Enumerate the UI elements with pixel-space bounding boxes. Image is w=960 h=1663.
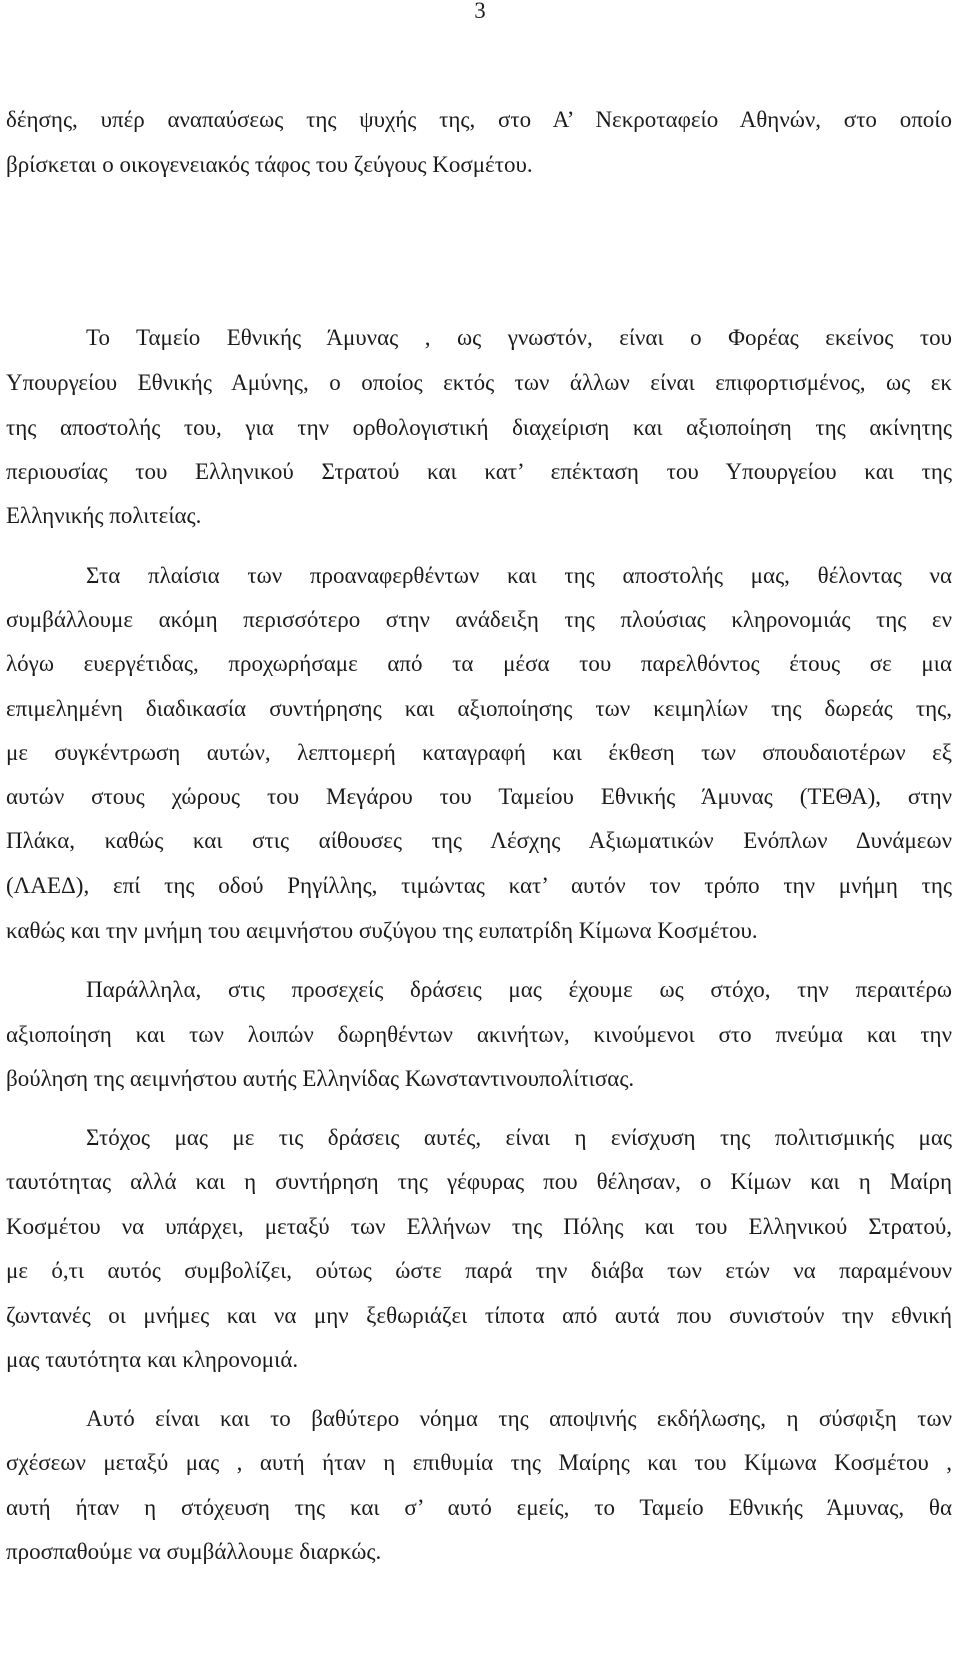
text-line: συμβάλλουμε ακόμη περισσότερο στην ανάδειξη της πλούσιας κληρονομιάς της εν [6, 607, 952, 632]
text-line: Κοσμέτου να υπάρχει, μεταξύ των Ελλήνων της Πόλης και του Ελληνικού Στρατού, [6, 1214, 952, 1239]
text-line: Στόχος μας με τις δράσεις αυτές, είναι η ενίσχυση της πολιτισμικής μας [86, 1125, 952, 1150]
text-line: επιμελημένη διαδικασία συντήρησης και αξιοποίησης των κειμηλίων της δωρεάς της, [6, 696, 952, 721]
text-line: Αυτό είναι και το βαθύτερο νόημα της αποψινής εκδήλωσης, η σύσφιξη των [86, 1406, 952, 1431]
text-line: σχέσεων μεταξύ μας , αυτή ήταν η επιθυμία της Μαίρης και του Κίμωνα Κοσμέτου , [6, 1450, 952, 1475]
text-line: ταυτότητας αλλά και η συντήρηση της γέφυρας που θέλησαν, ο Κίμων και η Μαίρη [6, 1169, 952, 1194]
text-line: λόγω ευεργέτιδας, προχωρήσαμε από τα μέσα του παρελθόντος έτους σε μια [6, 651, 952, 676]
text-line: αυτή ήταν η στόχευση της και σ’ αυτό εμείς, το Ταμείο Εθνικής Άμυνας, θα [6, 1495, 952, 1520]
text-line: δέησης, υπέρ αναπαύσεως της ψυχής της, στο Α’ Νεκροταφείο Αθηνών, στο οποίο [6, 107, 952, 132]
text-line: βρίσκεται ο οικογενειακός τάφος του ζεύγους Κοσμέτου. [6, 152, 533, 177]
text-line: Πλάκα, καθώς και στις αίθουσες της Λέσχης Αξιωματικών Ενόπλων Δυνάμεων [6, 828, 952, 853]
text-line: αυτών στους χώρους του Μεγάρου του Ταμείου Εθνικής Άμυνας (ΤΕΘΑ), στην [6, 784, 952, 809]
text-line: Στα πλαίσια των προαναφερθέντων και της αποστολής μας, θέλοντας να [86, 563, 952, 588]
text-line: (ΛΑΕΔ), επί της οδού Ρηγίλλης, τιμώντας κατ’ αυτόν τον τρόπο την μνήμη της [6, 873, 952, 898]
text-line: μας ταυτότητα και κληρονομιά. [6, 1347, 299, 1372]
text-line: Υπουργείου Εθνικής Αμύνης, ο οποίος εκτός των άλλων είναι επιφορτισμένος, ως εκ [6, 370, 952, 395]
text-line: Παράλληλα, στις προσεχείς δράσεις μας έχουμε ως στόχο, την περαιτέρω [86, 977, 952, 1002]
text-line: Ελληνικής πολιτείας. [6, 503, 202, 528]
text-line: με ό,τι αυτός συμβολίζει, ούτως ώστε παρά την διάβα των ετών να παραμένουν [6, 1258, 952, 1283]
text-line: Το Ταμείο Εθνικής Άμυνας , ως γνωστόν, είναι ο Φορέας εκείνος του [86, 325, 952, 350]
text-line: καθώς και την μνήμη του αειμνήστου συζύγου της ευπατρίδη Κίμωνα Κοσμέτου. [6, 918, 758, 943]
text-line: της αποστολής του, για την ορθολογιστική διαχείριση και αξιοποίηση της ακίνητης [6, 415, 952, 440]
text-line: αξιοποίηση και των λοιπών δωρηθέντων ακινήτων, κινούμενοι στο πνεύμα και την [6, 1022, 952, 1047]
text-line: προσπαθούμε να συμβάλλουμε διαρκώς. [6, 1539, 382, 1564]
text-line: βούληση της αειμνήστου αυτής Ελληνίδας Κωνσταντινουπολίτισας. [6, 1066, 635, 1091]
text-line: ζωντανές οι μνήμες και να μην ξεθωριάζει τίποτα από αυτά που συνιστούν την εθνική [6, 1303, 952, 1328]
text-line: με συγκέντρωση αυτών, λεπτομερή καταγραφή και έκθεση των σπουδαιοτέρων εξ [6, 740, 952, 765]
page-number: 3 [474, 0, 486, 23]
text-line: περιουσίας του Ελληνικού Στρατού και κατ’ επέκταση του Υπουργείου και της [6, 459, 952, 484]
